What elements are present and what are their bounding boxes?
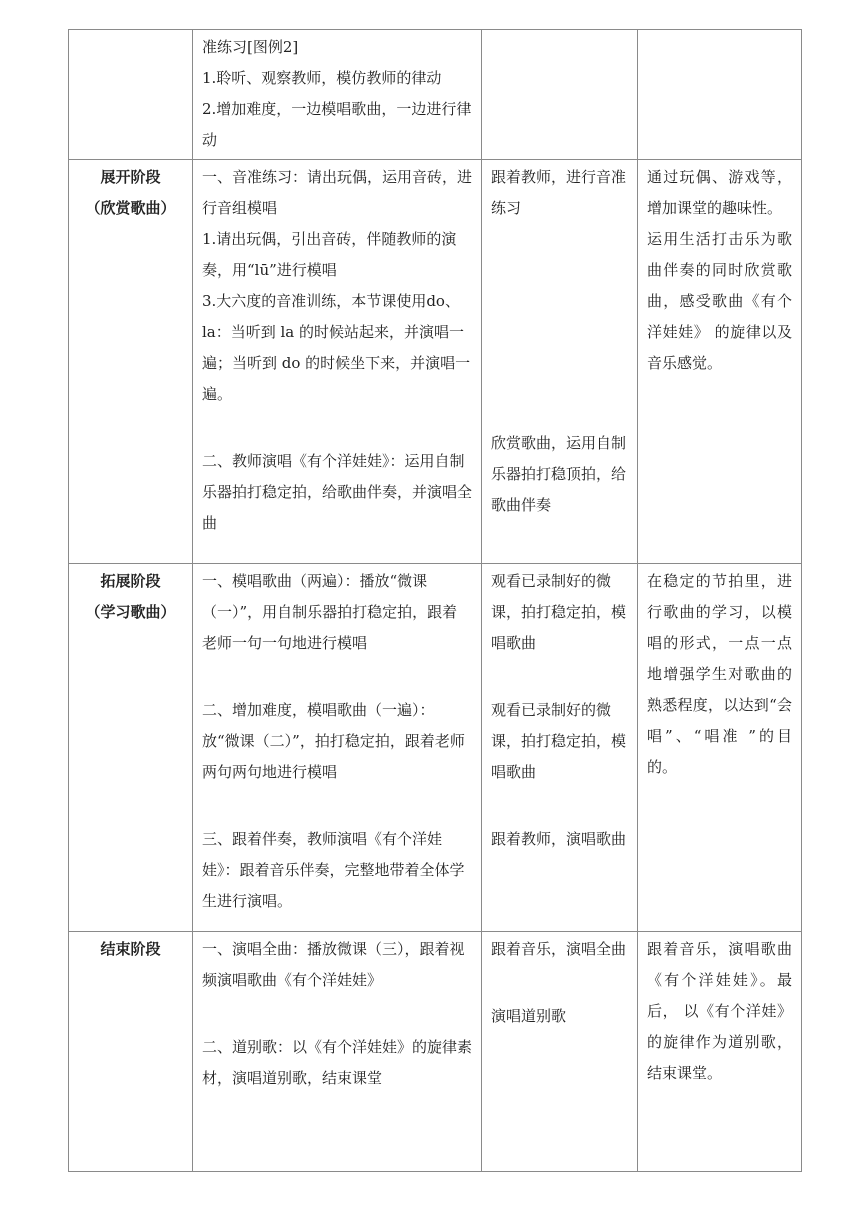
student-text: 观看已录制好的微课，拍打稳定拍，模唱歌曲 xyxy=(491,572,627,652)
table-row xyxy=(69,564,802,932)
table-row xyxy=(69,160,802,564)
activity-text: 2.增加难度，一边模唱歌曲，一边进行律动 xyxy=(202,100,472,149)
stage-title: 结束阶段 xyxy=(100,940,161,958)
stage-cell xyxy=(69,932,193,1172)
stage-title: 拓展阶段 xyxy=(100,572,161,590)
student-text: 跟着音乐，演唱全曲 xyxy=(491,940,627,958)
activity-text: 三、跟着伴奏，教师演唱《有个洋娃娃》：跟着音乐伴奏，完整地带着全体学生进行演唱。 xyxy=(202,830,465,910)
activity-cell xyxy=(193,932,482,1172)
student-text: 欣赏歌曲，运用自制乐器拍打稳顶拍，给歌曲伴奏 xyxy=(491,434,627,514)
activity-text: 3.大六度的音准训练，本节课使用do、la：当听到 la 的时候站起来，并演唱一遍；当听到 do 的时候坐下来，并演唱一遍。 xyxy=(202,292,471,403)
student-cell xyxy=(482,160,638,564)
stage-subtitle: （学习歌曲） xyxy=(85,603,176,621)
student-cell xyxy=(482,30,638,160)
intent-text: 通过玩偶、游戏等，增加课堂的趣味性。 xyxy=(647,168,792,217)
activity-text: 准练习[图例2] xyxy=(202,38,299,56)
student-text: 跟着教师，进行音准练习 xyxy=(491,168,627,217)
activity-text: 二、增加难度，模唱歌曲（一遍）：放“微课（二）”，拍打稳定拍，跟着老师两句两句地进行模唱 xyxy=(202,701,465,781)
intent-cell xyxy=(638,160,802,564)
activity-cell xyxy=(193,564,482,932)
stage-title: 展开阶段 xyxy=(100,168,161,186)
table-row xyxy=(69,932,802,1172)
intent-text: 在稳定的节拍里，进行歌曲的学习，以模唱的形式，一点一点地增强学生对歌曲的熟悉程度，以达到“会唱”、“唱准 ”的目的。 xyxy=(647,572,792,776)
student-text: 跟着教师，演唱歌曲 xyxy=(491,830,627,848)
stage-cell xyxy=(69,564,193,932)
intent-cell xyxy=(638,30,802,160)
intent-text: 运用生活打击乐为歌曲伴奏的同时欣赏歌曲，感受歌曲《有个洋娃娃》 的旋律以及音乐感觉。 xyxy=(647,230,792,372)
stage-cell xyxy=(69,30,193,160)
intent-cell xyxy=(638,932,802,1172)
activity-text: 二、道别歌：以《有个洋娃娃》的旋律素材，演唱道别歌，结束课堂 xyxy=(202,1038,473,1087)
table-row xyxy=(69,30,802,160)
activity-text: 1.请出玩偶，引出音砖，伴随教师的演奏，用“lū”进行模唱 xyxy=(202,230,457,279)
activity-text: 二、教师演唱《有个洋娃娃》：运用自制乐器拍打稳定拍，给歌曲伴奏，并演唱全曲 xyxy=(202,452,473,532)
activity-cell xyxy=(193,30,482,160)
activity-text: 一、演唱全曲：播放微课（三），跟着视频演唱歌曲《有个洋娃娃》 xyxy=(202,940,465,989)
lesson-plan-table xyxy=(68,29,802,1172)
student-text: 演唱道别歌 xyxy=(491,1007,567,1025)
activity-text: 一、音准练习：请出玩偶，运用音砖，进行音组模唱 xyxy=(202,168,473,217)
student-text: 观看已录制好的微课，拍打稳定拍，模唱歌曲 xyxy=(491,701,627,781)
stage-subtitle: （欣赏歌曲） xyxy=(85,199,176,217)
activity-cell xyxy=(193,160,482,564)
intent-cell xyxy=(638,564,802,932)
student-cell xyxy=(482,932,638,1172)
activity-text: 1.聆听、观察教师，模仿教师的律动 xyxy=(202,69,442,87)
intent-text: 跟着音乐，演唱歌曲《有个洋娃娃》。最后， 以《有个洋娃》 的旋律作为道别歌，结束课堂。 xyxy=(647,940,792,1082)
activity-text: 一、模唱歌曲（两遍）：播放“微课（一）”，用自制乐器拍打稳定拍，跟着老师一句一句地进行模唱 xyxy=(202,572,458,652)
student-cell xyxy=(482,564,638,932)
stage-cell xyxy=(69,160,193,564)
